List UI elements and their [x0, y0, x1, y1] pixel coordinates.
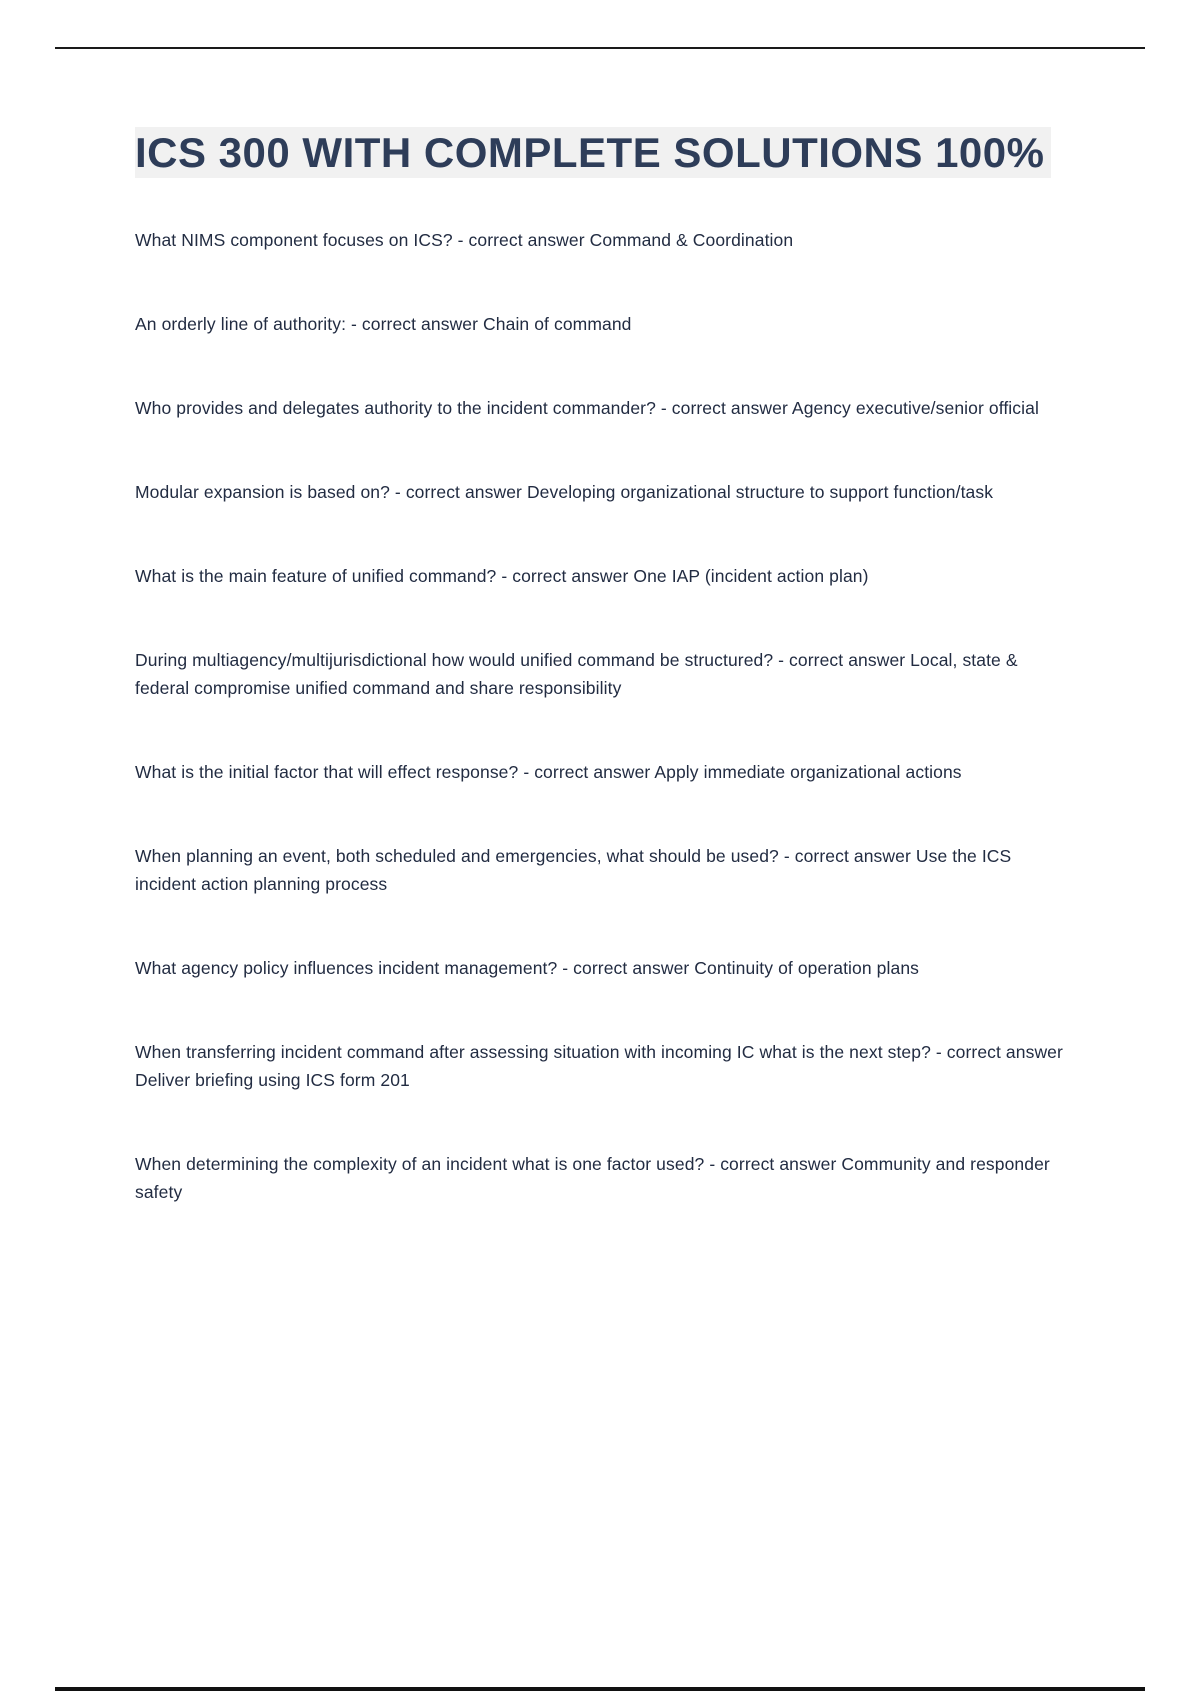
qa-paragraph: What is the initial factor that will effect response? - correct answer Apply immediate organizational actions — [135, 762, 962, 783]
qa-paragraph: Modular expansion is based on? - correct answer Developing organizational structure to support function/task — [135, 482, 994, 503]
qa-paragraph: What NIMS component focuses on ICS? - correct answer Command & Coordination — [135, 230, 794, 251]
qa-list — [135, 226, 1067, 1206]
qa-paragraph: What agency policy influences incident management? - correct answer Continuity of operation plans — [135, 958, 920, 979]
qa-paragraph: When planning an event, both scheduled and emergencies, what should be used? - correct answer Use the ICS incident action planning process — [135, 846, 1012, 895]
page-title-text: ICS 300 WITH COMPLETE SOLUTIONS 100% — [135, 127, 1051, 178]
qa-paragraph: When determining the complexity of an incident what is one factor used? - correct answer Community and responder safety — [135, 1154, 1050, 1203]
qa-paragraph: Who provides and delegates authority to the incident commander? - correct answer Agency executive/senior official — [135, 398, 1039, 419]
qa-paragraph: During multiagency/multijurisdictional how would unified command be structured? - correct answer Local, state & federal compromise unified command and share responsibility — [135, 650, 1018, 699]
qa-paragraph: An orderly line of authority: - correct answer Chain of command — [135, 314, 632, 335]
qa-paragraph: What is the main feature of unified command? - correct answer One IAP (incident action plan) — [135, 566, 869, 587]
top-rule — [55, 47, 1145, 49]
bottom-rule — [55, 1687, 1145, 1691]
qa-paragraph: When transferring incident command after assessing situation with incoming IC what is the next step? - correct answer Deliver briefing using ICS form 201 — [135, 1042, 1063, 1091]
page-title — [135, 128, 1067, 178]
document-content — [135, 128, 1067, 1262]
